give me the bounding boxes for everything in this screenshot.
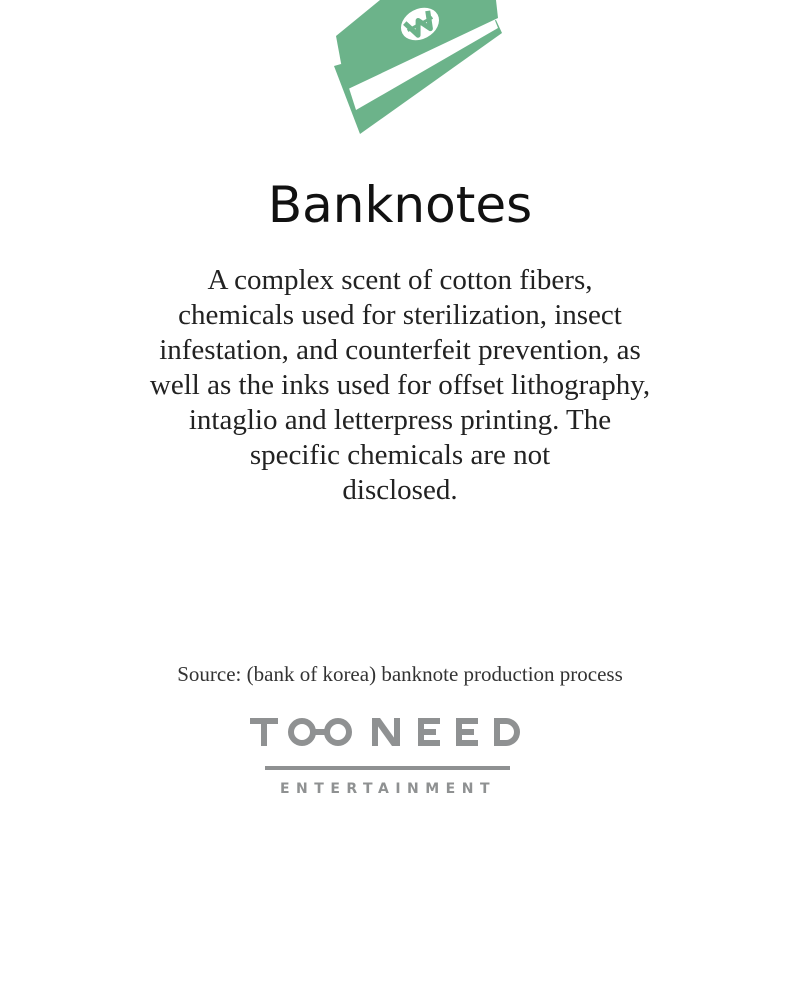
description-line: disclosed.: [342, 474, 458, 506]
description-text: [120, 263, 680, 508]
description-line: A complex scent of cotton fibers,: [207, 264, 593, 296]
description-line: specific chemicals are not: [249, 439, 551, 471]
description-line: infestation, and counterfeit prevention, as: [159, 334, 641, 366]
logo-wordmark: [250, 718, 520, 746]
publisher-logo: [244, 712, 534, 802]
description-line: chemicals used for sterilization, insect: [178, 299, 622, 331]
logo-divider: [265, 766, 510, 770]
source-citation: Source: (bank of korea) banknote production process: [177, 662, 623, 686]
description-line: intaglio and letterpress printing. The: [188, 404, 612, 436]
description-line: well as the inks used for offset lithography,: [149, 369, 651, 401]
logo-subtitle: ENTERTAINMENT: [279, 781, 497, 797]
page-title: Banknotes: [267, 176, 533, 234]
banknote-icon: [320, 0, 520, 145]
